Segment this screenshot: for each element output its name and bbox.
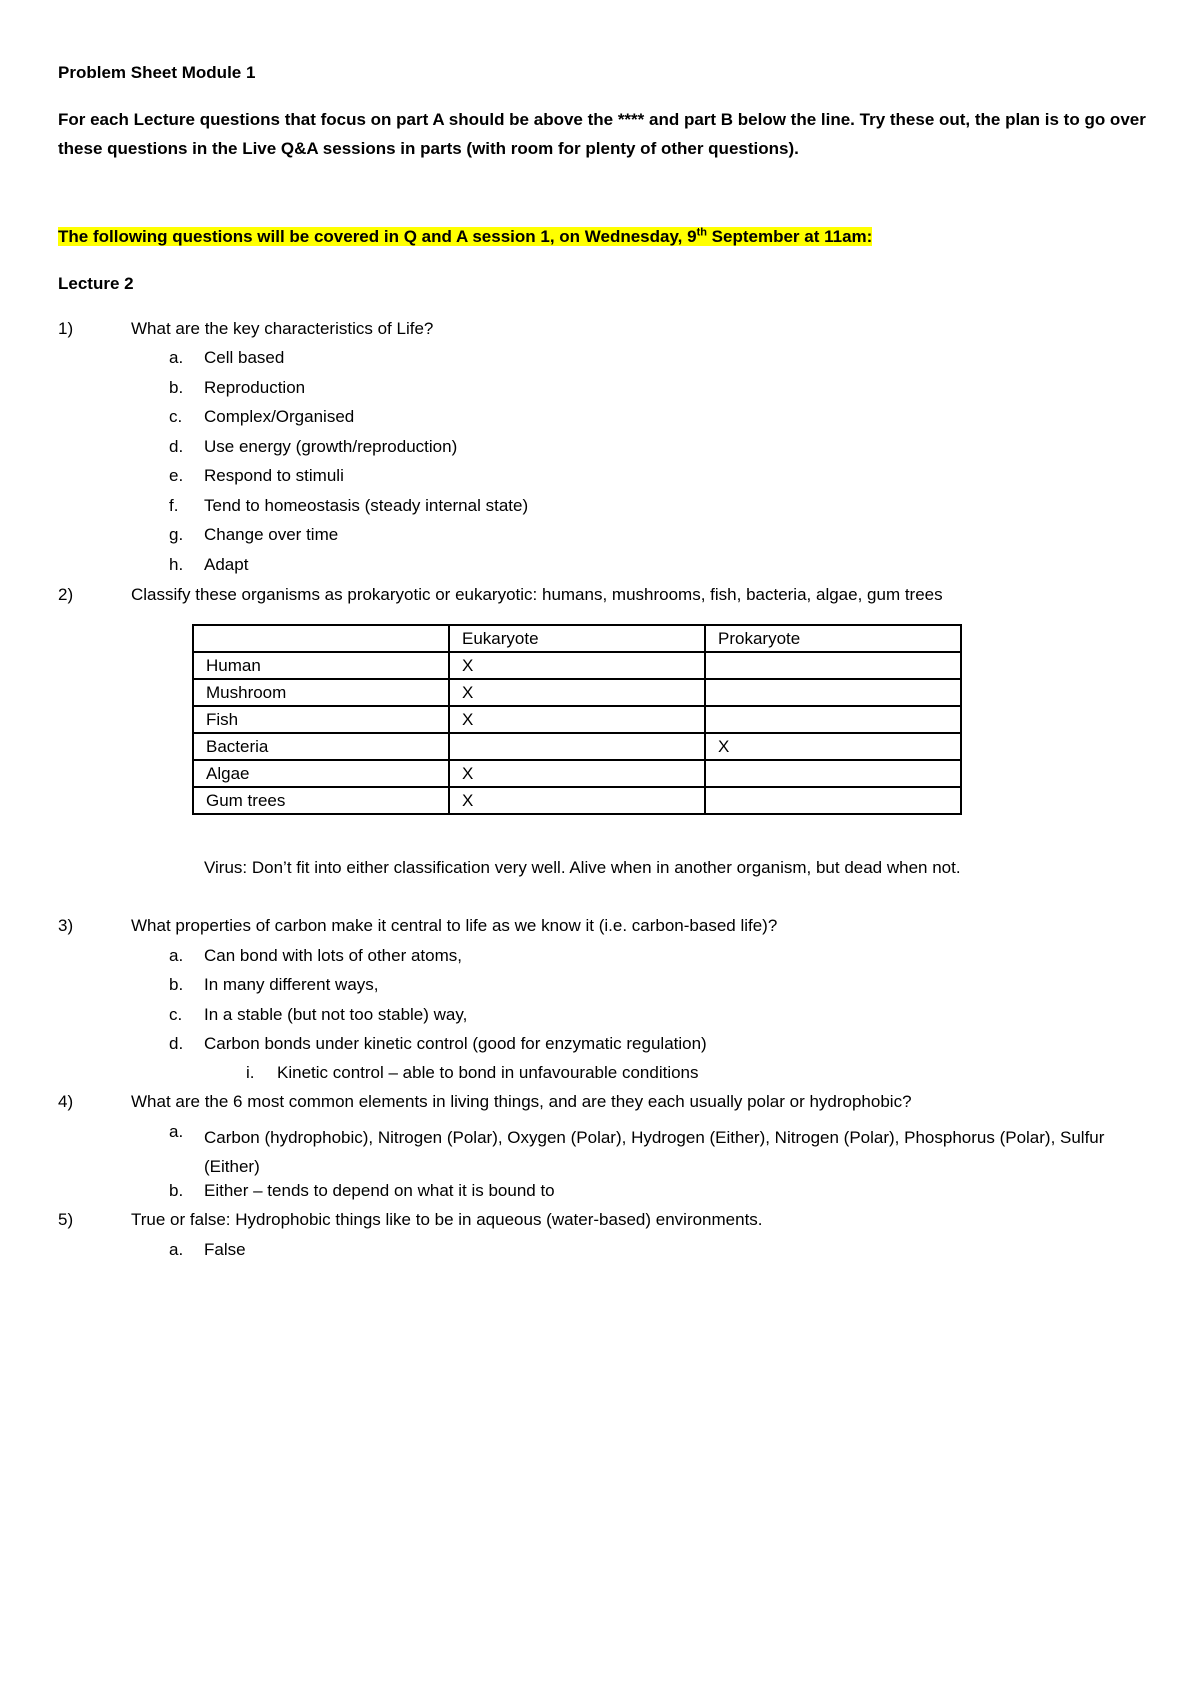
table-header-cell: Eukaryote [449, 625, 705, 652]
session-banner-text [58, 227, 872, 246]
table-cell [705, 652, 961, 679]
session-banner-after: September at 11am: [706, 227, 873, 246]
classification-table [192, 624, 962, 815]
sub-answer-text: Kinetic control – able to bond in unfavourable conditions [277, 1063, 699, 1082]
table-cell: Mushroom [193, 679, 449, 706]
question-2-text: Classify these organisms as prokaryotic or eukaryotic: humans, mushrooms, fish, bacteria, algae, gum trees [131, 585, 943, 604]
answer-text: Cell based [204, 348, 285, 367]
table-cell: Algae [193, 760, 449, 787]
table-cell: X [449, 706, 705, 733]
answer-text: In a stable (but not too stable) way, [204, 1005, 468, 1024]
virus-note: Virus: Don’t fit into either classification very well. Alive when in another organism, but dead when not. [204, 858, 961, 877]
table-cell: X [449, 787, 705, 814]
table-cell: Bacteria [193, 733, 449, 760]
answer-label: g. [169, 525, 184, 544]
answer-text: In many different ways, [204, 975, 379, 994]
lecture-heading: Lecture 2 [58, 274, 134, 293]
session-banner-sup: th [696, 226, 707, 239]
answer-text: Use energy (growth/reproduction) [204, 437, 458, 456]
answer-text: Carbon bonds under kinetic control (good for enzymatic regulation) [204, 1034, 707, 1053]
answer-label: e. [169, 466, 184, 485]
table-cell: Human [193, 652, 449, 679]
answer-text: Tend to homeostasis (steady internal state) [204, 496, 529, 515]
session-banner-before: The following questions will be covered in Q and A session 1, on Wednesday, 9 [58, 227, 697, 246]
answer-text: Change over time [204, 525, 339, 544]
table-cell [705, 706, 961, 733]
table-row [193, 679, 961, 706]
answer-label: b. [169, 1181, 184, 1200]
table-cell [705, 679, 961, 706]
answer-label: a. [169, 946, 184, 965]
table-cell [705, 760, 961, 787]
intro-paragraph: For each Lecture questions that focus on part A should be above the **** and part B below the line. Try these out, the plan is to go over these questions in the Live Q&A sessions in parts (with room for plenty of other questions). [58, 110, 1146, 158]
table-row [193, 760, 961, 787]
table-header-cell: Prokaryote [705, 625, 961, 652]
answer-label: c. [169, 1005, 183, 1024]
question-5-text: True or false: Hydrophobic things like to be in aqueous (water-based) environments. [131, 1210, 763, 1229]
answer-label: c. [169, 407, 183, 426]
answer-text: False [204, 1240, 246, 1259]
table-cell: X [449, 679, 705, 706]
question-1-number: 1) [58, 319, 74, 338]
answer-label: a. [169, 1122, 184, 1141]
table-header-row [193, 625, 961, 652]
table-cell: Fish [193, 706, 449, 733]
question-1-text: What are the key characteristics of Life? [131, 319, 434, 338]
page-title: Problem Sheet Module 1 [58, 63, 256, 82]
table-row [193, 706, 961, 733]
table-row [193, 787, 961, 814]
answer-text: Either – tends to depend on what it is bound to [204, 1181, 555, 1200]
table-cell: X [449, 652, 705, 679]
answer-label: h. [169, 555, 184, 574]
answer-label: d. [169, 437, 184, 456]
table-cell: Gum trees [193, 787, 449, 814]
question-3-text: What properties of carbon make it central to life as we know it (i.e. carbon-based life)? [131, 916, 778, 935]
answer-text: Respond to stimuli [204, 466, 344, 485]
answer-label: b. [169, 378, 184, 397]
table-cell: X [705, 733, 961, 760]
table-row [193, 733, 961, 760]
session-banner [58, 228, 872, 245]
table-header-cell [193, 625, 449, 652]
sub-answer-label: i. [246, 1063, 255, 1082]
answer-label: b. [169, 975, 184, 994]
table-cell [449, 733, 705, 760]
answer-label: d. [169, 1034, 184, 1053]
answer-text: Complex/Organised [204, 407, 355, 426]
question-4-text: What are the 6 most common elements in living things, and are they each usually polar or hydrophobic? [131, 1092, 912, 1111]
table-row [193, 652, 961, 679]
table-cell: X [449, 760, 705, 787]
answer-text: Can bond with lots of other atoms, [204, 946, 462, 965]
answer-label: f. [169, 496, 179, 515]
question-2-number: 2) [58, 585, 74, 604]
answer-label: a. [169, 348, 184, 367]
table-cell [705, 787, 961, 814]
question-3-number: 3) [58, 916, 74, 935]
answer-text: Adapt [204, 555, 249, 574]
answer-text: Reproduction [204, 378, 306, 397]
answer-text: Carbon (hydrophobic), Nitrogen (Polar), Oxygen (Polar), Hydrogen (Either), Nitrogen (Polar), Phosphorus (Polar), Sulfur (Either) [204, 1128, 1105, 1176]
question-5-number: 5) [58, 1210, 74, 1229]
question-4-number: 4) [58, 1092, 74, 1111]
answer-label: a. [169, 1240, 184, 1259]
